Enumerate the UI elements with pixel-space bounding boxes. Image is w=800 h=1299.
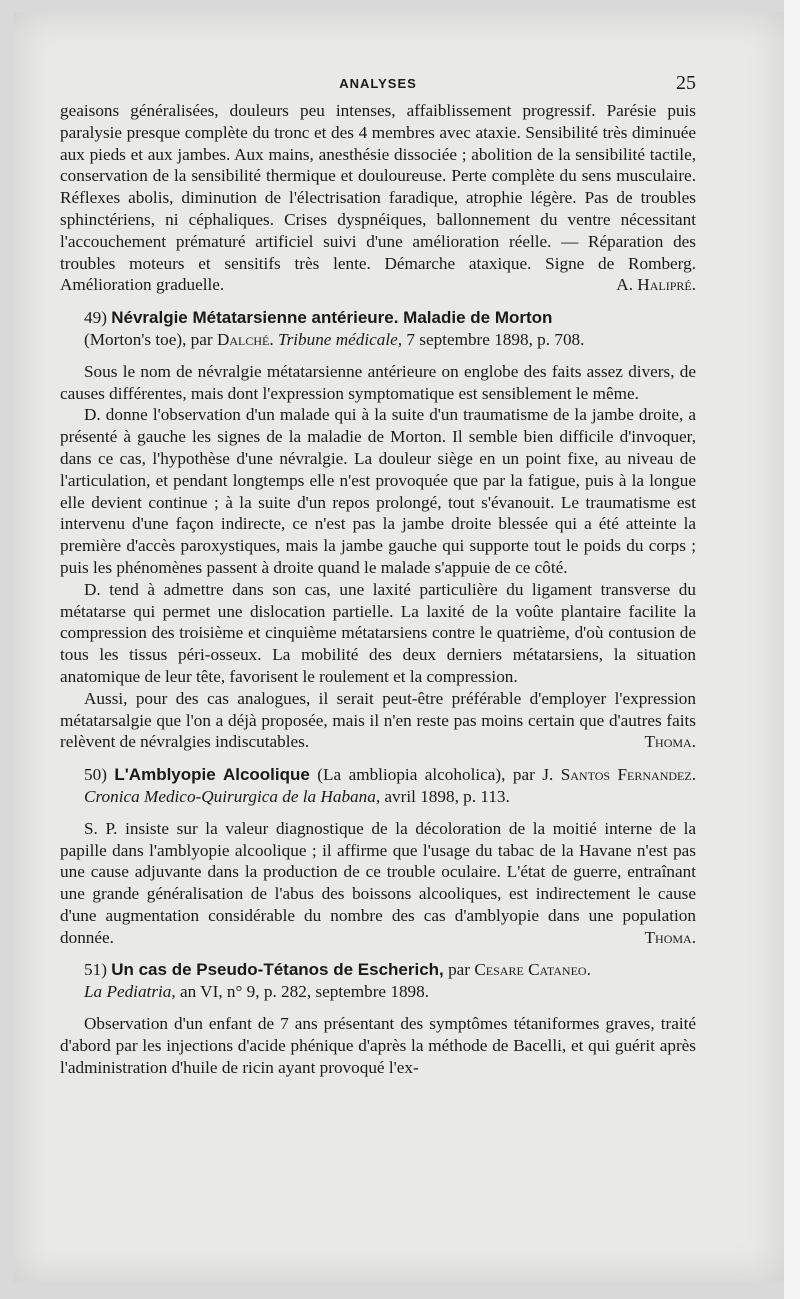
article-49-title: Névralgie Métatarsienne antérieure. Maladie de Morton — [111, 308, 553, 328]
article-51-citation: an VI, n° 9, p. 282, septembre 1898. — [179, 982, 430, 1002]
intro-text: geaisons généralisées, douleurs peu intenses, affaiblissement progressif. Parésie puis paralysie presque complète du tronc et des 4 membres avec ataxie. Sensibilité très diminuée aux pieds et aux jambes. Aux mains, anesthésie dissociée ; abolition de la sensibilité tactile, conservation de la sensibilité thermique et douloureuse. Perte complète du sens musculaire. Réflexes abolis, diminution de l'électrisation faradique, atrophie légère. Pas de troubles sphinctériens, ni céphaliques. Crises dyspnéiques, ballonnement du ventre nécessitant l'accouchement prématuré artificiel suivi d'une amélioration réelle. — Réparation des troubles moteurs et sensitifs très lente. Démarche ataxique. Signe de Romberg. Amélioration graduelle. — [60, 101, 696, 295]
article-51-heading — [84, 959, 696, 1003]
article-51-number: 51) — [84, 960, 107, 980]
article-49-number: 49) — [84, 308, 107, 328]
article-51-journal: La Pediatria, — [84, 982, 176, 1002]
article-49-paragraph-3: D. tend à admettre dans son cas, une laxité particulière du ligament transverse du métatarse qui permet une dislocation partielle. La laxité de la voûte plantaire facilite la compression des troisième et cinquième métatarsiens contre le quatrième, d'où contusion de tous les tissus péri-osseux. La mobilité des deux derniers métatarsiens, la situation anatomique de leur tête, favorisent le roulement et la compression. — [60, 579, 696, 686]
article-51-title: Un cas de Pseudo-Tétanos de Escherich, — [111, 960, 444, 980]
article-50-journal: Cronica Medico-Quirurgica de la Habana, — [84, 786, 381, 806]
article-49-journal: Tribune médicale, — [277, 329, 403, 349]
article-50-heading — [84, 764, 696, 808]
article-49-paragraph-4-text: Aussi, pour des cas analogues, il serait peut-être préférable d'employer l'expression métatarsalgie que l'on a déjà proposée, mais il n'en reste pas moins certain que d'autres faits relèvent de névralgies indiscutables. — [60, 688, 696, 752]
article-50-title: L'Amblyopie Alcoolique — [114, 765, 310, 785]
article-49-paragraph-1: Sous le nom de névralgie métatarsienne antérieure on englobe des faits assez divers, de causes différentes, mais dont l'expression symptomatique est sensiblement le même. — [60, 361, 696, 403]
intro-paragraph — [60, 100, 696, 296]
article-50-signature: Thoma. — [644, 927, 696, 947]
article-50-paragraph-1-text: S. P. insiste sur la valeur diagnostique de la décoloration de la moitié interne de la papille dans l'amblyopie alcoolique ; il affirme que l'usage du tabac de la Havane n'est pas une cause adjuvante dans la production de ce trouble oculaire. L'état de guerre, entraînant une grande généralisation de l'abus des boissons alcooliques, est indirectement le cause d'une augmentation considérable du nombre des cas d'amblyopie dans une population donnée. — [60, 818, 696, 947]
article-49-subtitle: (Morton's toe), par — [84, 329, 213, 349]
running-header — [60, 72, 696, 96]
article-49-author: Dalché. — [216, 329, 274, 349]
article-51-subtitle: par — [448, 960, 471, 980]
article-49-signature: Thoma. — [644, 732, 696, 752]
intro-signature: A. Halipré. — [616, 275, 696, 295]
article-49-paragraph-2: D. donne l'observation d'un malade qui à la suite d'un traumatisme de la jambe droite, a présenté à gauche les signes de la maladie de Morton. Il semble bien difficile d'invoquer, dans ce cas, l'hypothèse d'une névralgie. La douleur siège en un point fixe, au niveau de l'articulation, et pendant longtemps elle n'est provoquée que par la fatigue, puis à la longue elle devient continue ; à la suite d'un repos prolongé, tout s'évanouit. Le traumatisme est intervenu d'une façon indirecte, ce n'est pas la jambe droite blessée qui a été atteinte la première d'accès paroxystiques, mais la jambe gauche qui supporte tout le poids du corps ; puis les phénomènes passent à droite quand le malade s'appuie de ce côté. — [60, 405, 696, 577]
article-50-paragraph-1 — [60, 818, 696, 949]
article-49-citation: 7 septembre 1898, p. 708. — [406, 329, 585, 349]
page-number: 25 — [676, 72, 696, 94]
article-50-citation: avril 1898, p. 113. — [384, 786, 510, 806]
article-51-author: Cesare Cataneo. — [474, 960, 591, 980]
article-50-number: 50) — [84, 765, 107, 785]
article-50-subtitle: (La ambliopia alcoholica), par J. — [317, 765, 554, 785]
body-text — [60, 100, 696, 1078]
article-49-paragraph-4 — [60, 688, 696, 753]
article-49-heading — [84, 307, 696, 351]
running-title: ANALYSES — [339, 76, 417, 91]
page-edge — [784, 0, 800, 1299]
article-50-author: Santos Fernandez. — [560, 765, 697, 785]
article-51-paragraph-1: Observation d'un enfant de 7 ans présentant des symptômes tétaniformes graves, traité d'abord par les injections d'acide phénique d'après la méthode de Bacelli, et qui guérit après l'administration d'huile de ricin ayant provoqué l'ex- — [60, 1014, 696, 1077]
